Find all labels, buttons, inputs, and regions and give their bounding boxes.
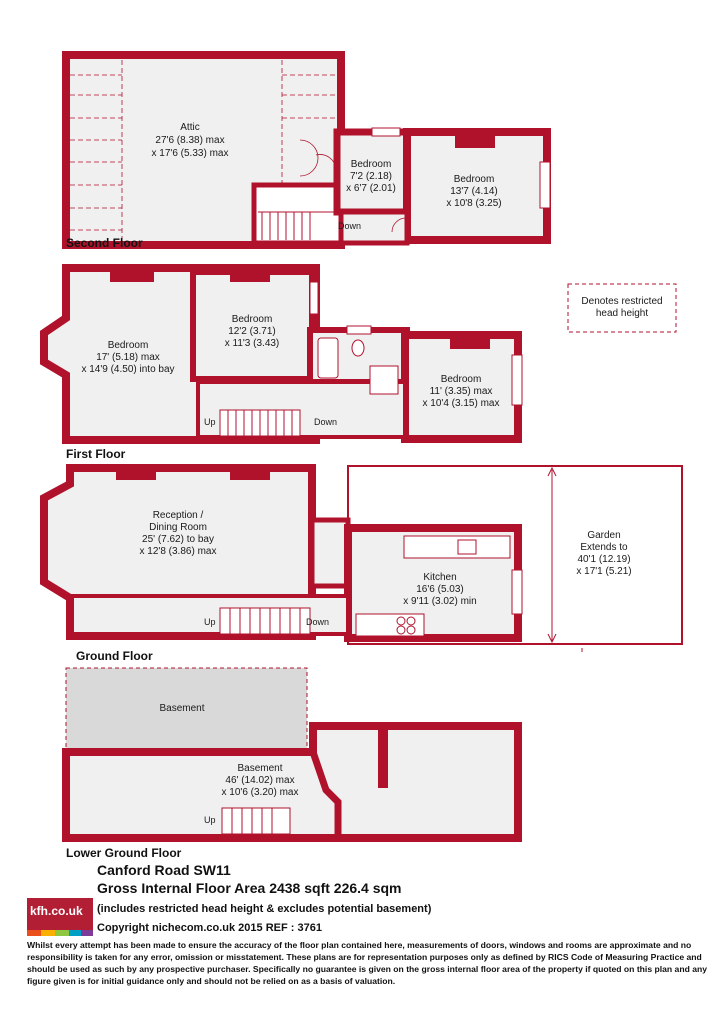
garden-label-2: Extends to <box>580 542 628 553</box>
kitchen-label-1: Kitchen <box>423 572 457 583</box>
legend-label-2: head height <box>595 308 649 319</box>
first-down-label: Down <box>314 417 338 427</box>
attic-label-3: x 17'6 (5.33) max <box>151 148 229 159</box>
lower-up-label: Up <box>204 815 216 825</box>
lower-ground-floor-title: Lower Ground Floor <box>66 846 182 860</box>
garden-label-3: 40'1 (12.19) <box>577 554 631 565</box>
kfh-logo <box>27 898 93 936</box>
bathtub-icon <box>318 338 338 378</box>
first-bedroom-bay-label-2: 17' (5.18) max <box>96 352 160 363</box>
second-floor-stairs <box>254 185 341 243</box>
attic-label-2: 27'6 (8.38) max <box>155 135 225 146</box>
kitchen-counter <box>404 536 510 558</box>
second-bedroom-right-label-2: 13'7 (4.14) <box>450 186 498 197</box>
reception-label-1: Reception / <box>152 510 204 521</box>
reception-label-4: x 12'8 (3.86) max <box>139 546 217 557</box>
first-bedroom-right-label-3: x 10'4 (3.15) max <box>422 398 500 409</box>
first-bedroom-bay-label-3: x 14'9 (4.50) into bay <box>81 364 175 375</box>
first-floor-title: First Floor <box>66 447 126 461</box>
second-bedroom-right-label-1: Bedroom <box>453 174 495 185</box>
disclaimer: Whilst every attempt has been made to ensure the accuracy of the floor plan contained here, measurements of doors, windows and rooms are approximate and no responsibility is taken for any error, omission or misstatement. These plans are for representation purposes only as defined by RICS Code of Measuring Practice and should be used as such by any prospective purchaser. Specifically no guarantee is given on the gross internal floor area of the property if quoted on this plan and any figure given is for initial guidance only and should not be relied on as a basis of valuation. <box>27 940 708 986</box>
reception-label-3: 25' (7.62) to bay <box>142 534 214 545</box>
second-bedroom-right-label-3: x 10'8 (3.25) <box>446 198 502 209</box>
kitchen-label-3: x 9'11 (3.02) min <box>403 596 477 607</box>
first-up-label: Up <box>204 417 216 427</box>
ground-down-label: Down <box>306 617 330 627</box>
first-bedroom-mid-label-1: Bedroom <box>231 314 273 325</box>
sink-icon <box>458 540 476 554</box>
copyright: Copyright nichecom.co.uk 2015 REF : 3761 <box>97 922 322 934</box>
second-bedroom-small-label-2: 7'2 (2.18) <box>350 171 392 182</box>
ground-wc <box>312 520 348 586</box>
second-floor-title: Second Floor <box>66 236 143 250</box>
basement-upper-label: Basement <box>159 703 205 714</box>
second-floor-plan <box>66 55 550 245</box>
legend-label-1: Denotes restricted <box>581 296 663 307</box>
toilet-icon <box>352 340 364 356</box>
area-includes-note: (includes restricted head height & excludes potential basement) <box>97 903 432 915</box>
first-bedroom-mid-label-2: 12'2 (3.71) <box>228 326 276 337</box>
ground-floor-title: Ground Floor <box>76 649 153 663</box>
shower-icon <box>370 366 398 394</box>
garden-label-4: x 17'1 (5.21) <box>576 566 632 577</box>
garden-label-1: Garden <box>587 530 621 541</box>
basement-label-3: x 10'6 (3.20) max <box>221 787 299 798</box>
gross-internal-area: Gross Internal Floor Area 2438 sqft 226.4 sqm <box>97 880 402 896</box>
first-bedroom-mid-label-3: x 11'3 (3.43) <box>224 338 280 349</box>
basement-label-1: Basement <box>237 763 283 774</box>
second-bedroom-small-label-1: Bedroom <box>350 159 392 170</box>
reception-label-2: Dining Room <box>149 522 207 533</box>
basement-label-2: 46' (14.02) max <box>225 775 295 786</box>
first-bedroom-bay-label-1: Bedroom <box>107 340 149 351</box>
second-bedroom-small-label-3: x 6'7 (2.01) <box>346 183 396 194</box>
address: Canford Road SW11 <box>97 862 231 878</box>
ground-up-label: Up <box>204 617 216 627</box>
kitchen-label-2: 16'6 (5.03) <box>416 584 464 595</box>
first-bedroom-right-label-1: Bedroom <box>440 374 482 385</box>
logo-text: kfh.co.uk <box>30 904 83 918</box>
attic-label-1: Attic <box>180 122 200 133</box>
second-down-label: Down <box>338 221 362 231</box>
lower-ground-plan <box>66 668 518 838</box>
first-bedroom-right-label-2: 11' (3.35) max <box>429 386 493 397</box>
